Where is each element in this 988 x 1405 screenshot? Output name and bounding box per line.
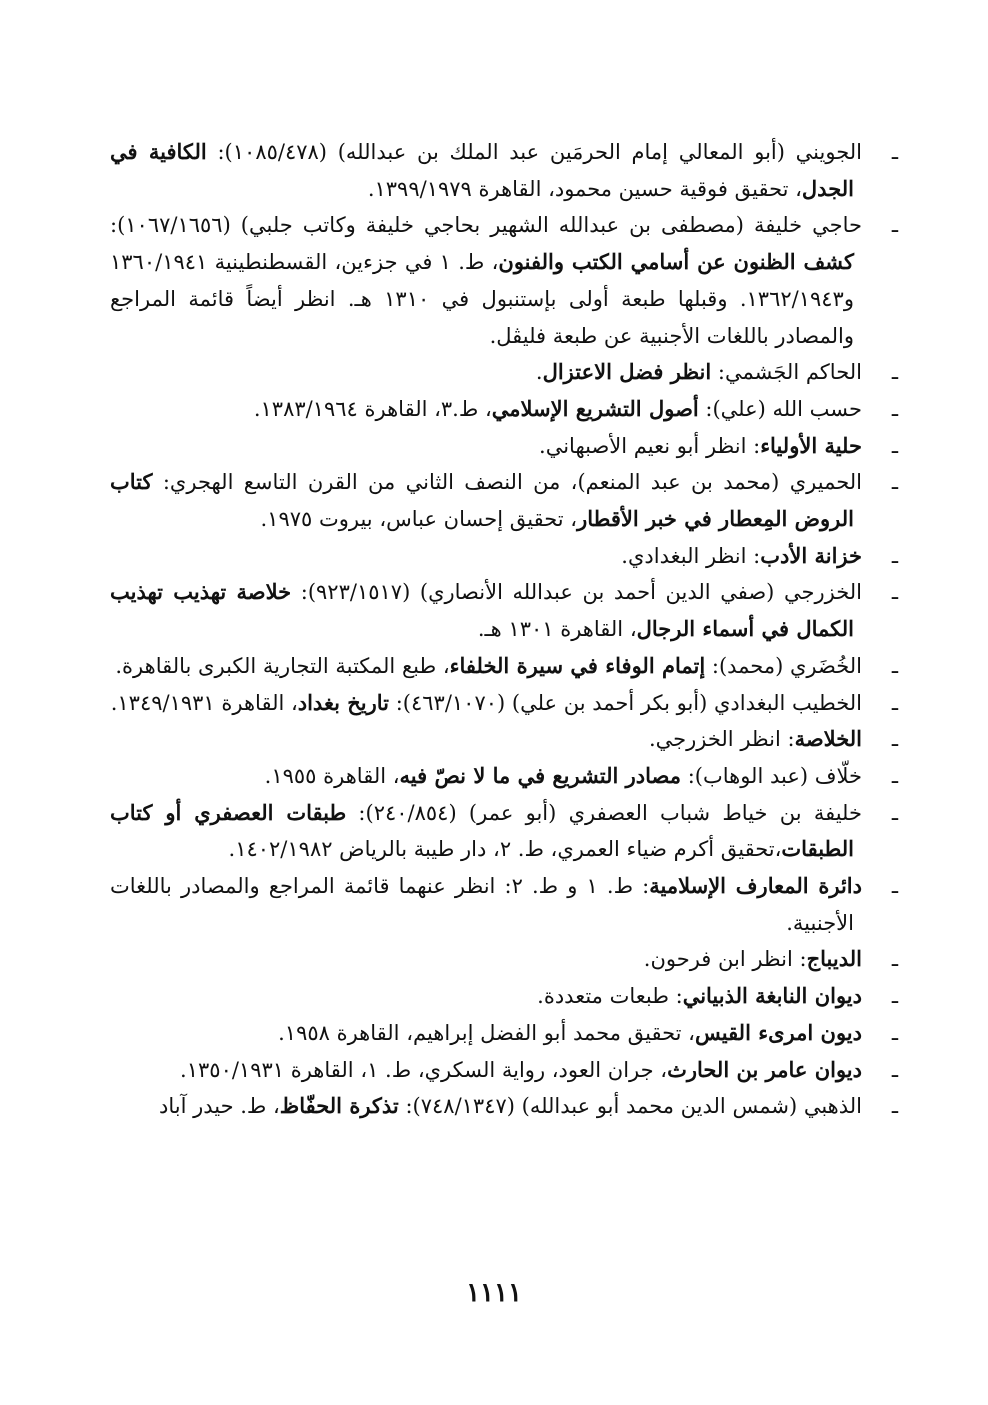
entry-details: ، القاهرة ١٣٠١ هـ. xyxy=(477,617,637,642)
entry-dash: ـ xyxy=(891,580,898,605)
entry-details: ، تحقيق إحسان عباس، بيروت ١٩٧٥. xyxy=(260,507,578,532)
entry-details: : انظر البغدادي. xyxy=(621,543,761,568)
entry-details: : انظر الخزرجي. xyxy=(648,727,795,752)
entry-details: ، القاهرة ١٩٥٥. xyxy=(264,763,400,788)
entry-dash: ـ xyxy=(891,727,898,752)
bibliography-entry xyxy=(110,1088,898,1125)
entry-dash: ـ xyxy=(891,433,898,458)
entry-title: كتاب الروض المِعطار في خبر الأقطار xyxy=(110,469,854,532)
entry-title: خلاصة تهذيب تهذيب الكمال في أسماء الرجال xyxy=(110,579,854,642)
entry-dash: ـ xyxy=(891,690,898,715)
bibliography-entry xyxy=(110,758,898,795)
entry-title: ديوان عامر بن الحارث xyxy=(667,1056,862,1082)
bibliography-list xyxy=(110,134,899,1125)
entry-text: الخُضَري (محمد): xyxy=(705,653,862,678)
entry-title: الخلاصة xyxy=(794,726,862,752)
bibliography-entry xyxy=(110,1052,898,1089)
entry-text: الحميري (محمد بن عبد المنعم)، من النصف الثاني من القرن التاسع الهجري: xyxy=(152,470,862,495)
entry-details: ، طبع المكتبة التجارية الكبرى بالقاهرة. xyxy=(115,653,450,678)
entry-details: . xyxy=(535,360,543,385)
entry-details: ، جران العود، رواية السكري، ط. ١، القاهرة ١٣٥٠/١٩٣١. xyxy=(180,1057,668,1082)
bibliography-entry xyxy=(110,538,898,575)
entry-details: ، تحقيق فوقية حسين محمود، القاهرة ١٣٩٩/١٩٧٩. xyxy=(367,176,802,201)
entry-dash: ـ xyxy=(891,1020,898,1045)
bibliography-entry xyxy=(110,685,898,722)
entry-title: تاريخ بغداد xyxy=(297,689,390,715)
entry-text: الخزرجي (صفي الدين أحمد بن عبدالله الأنصاري) (٩٢٣/١٥١٧): xyxy=(291,580,862,605)
bibliography-entry xyxy=(110,207,898,354)
entry-dash: ـ xyxy=(891,763,898,788)
entry-details: ،تحقيق أكرم ضياء العمري، ط. ٢، دار طيبة بالرياض ١٤٠٢/١٩٨٢. xyxy=(228,837,782,862)
entry-dash: ـ xyxy=(891,1094,898,1119)
entry-dash: ـ xyxy=(891,984,898,1009)
entry-title: ديوان النابغة الذبياني xyxy=(682,983,862,1009)
bibliography-entry xyxy=(110,941,898,978)
entry-title: حلية الأولياء xyxy=(760,432,862,458)
entry-title: انظر فضل الاعتزال xyxy=(542,359,712,385)
bibliography-entry xyxy=(110,354,898,391)
entry-title: الكافية في الجدل xyxy=(110,139,854,201)
entry-details: ، ط. حيدر آباد xyxy=(158,1094,280,1119)
entry-details: ، ط. ١ في جزءين، القسطنطينية ١٣٦٠/١٩٤١ و١٣٦٢/١٩٤٣. وقبلها طبعة أولى بإستنبول في ١٣١٠ هـ. انظر أيضاً قائمة المراجع والمصادر باللغات الأجنبية عن طبعة فليڤل. xyxy=(110,250,854,348)
bibliography-entry xyxy=(110,428,898,465)
bibliography-entry xyxy=(110,134,899,207)
bibliography-entry xyxy=(110,868,898,941)
entry-title: مصادر التشريع في ما لا نصّ فيه xyxy=(399,762,682,788)
entry-dash: ـ xyxy=(891,947,898,972)
entry-title: تذكرة الحفّاظ xyxy=(279,1093,399,1119)
page-number: ١١١١ xyxy=(466,1278,522,1308)
entry-details: ، ط.٣، القاهرة ١٣٨٣/١٩٦٤. xyxy=(253,396,492,421)
entry-dash: ـ xyxy=(891,396,898,421)
entry-dash: ـ xyxy=(891,140,899,164)
entry-details: ، القاهرة ١٣٤٩/١٩٣١. xyxy=(110,690,298,715)
entry-text: خليفة بن خياط شباب العصفري (أبو عمر) (٢٤٠/٨٥٤): xyxy=(346,800,862,825)
entry-dash: ـ xyxy=(891,1057,898,1082)
entry-text: الجويني (أبو المعالي إمام الحرمَين عبد الملك بن عبدالله) (١٠٨٥/٤٧٨): xyxy=(206,140,863,164)
entry-dash: ـ xyxy=(891,360,898,385)
entry-title: إتمام الوفاء في سيرة الخلفاء xyxy=(449,652,706,678)
entry-dash: ـ xyxy=(891,470,898,495)
entry-dash: ـ xyxy=(891,874,898,899)
entry-details: : انظر أبو نعيم الأصبهاني. xyxy=(539,433,761,458)
entry-text: حسب الله (علي): xyxy=(698,396,862,421)
entry-details: : انظر ابن فرحون. xyxy=(643,947,807,972)
entry-title: كشف الظنون عن أسامي الكتب والفنون xyxy=(498,249,854,275)
entry-dash: ـ xyxy=(891,800,898,825)
entry-details: : ط. ١ و ط. ٢: انظر عنهما قائمة المراجع والمصادر باللغات الأجنبية. xyxy=(110,874,854,935)
entry-text: الحاكم الجَشمي: xyxy=(711,360,862,385)
entry-title: الديباج xyxy=(806,946,862,972)
entry-details: : طبعات متعددة. xyxy=(537,984,683,1009)
entry-dash: ـ xyxy=(891,543,898,568)
entry-details: ، تحقيق محمد أبو الفضل إبراهيم، القاهرة ١٩٥٨. xyxy=(278,1020,695,1045)
entry-title: أصول التشريع الإسلامي xyxy=(491,395,699,421)
entry-title: دائرة المعارف الإسلامية xyxy=(649,873,862,899)
entry-text: خلّاف (عبد الوهاب): xyxy=(681,763,862,788)
entry-text: الذهبي (شمس الدين محمد أبو عبدالله) (٧٤٨/١٣٤٧): xyxy=(398,1094,862,1119)
bibliography-entry xyxy=(110,1015,898,1052)
bibliography-entry xyxy=(110,464,898,537)
entry-text: حاجي خليفة (مصطفى بن عبدالله الشهير بحاجي خليفة وكاتب جلبي) (١٠٦٧/١٦٥٦): xyxy=(110,213,862,238)
bibliography-entry xyxy=(110,795,898,868)
entry-title: طبقات العصفري أو كتاب الطبقات xyxy=(110,799,854,862)
entry-title: ديون امرىء القيس xyxy=(694,1019,862,1045)
bibliography-entry xyxy=(110,721,898,758)
bibliography-entry xyxy=(110,391,898,428)
entry-title: خزانة الأدب xyxy=(760,542,862,568)
entry-dash: ـ xyxy=(891,213,898,238)
bibliography-entry xyxy=(110,574,898,647)
entry-text: الخطيب البغدادي (أبو بكر أحمد بن علي) (٤٦٣/١٠٧٠): xyxy=(389,690,862,715)
entry-dash: ـ xyxy=(891,653,898,678)
bibliography-entry xyxy=(110,648,898,685)
bibliography-entry xyxy=(110,978,898,1015)
